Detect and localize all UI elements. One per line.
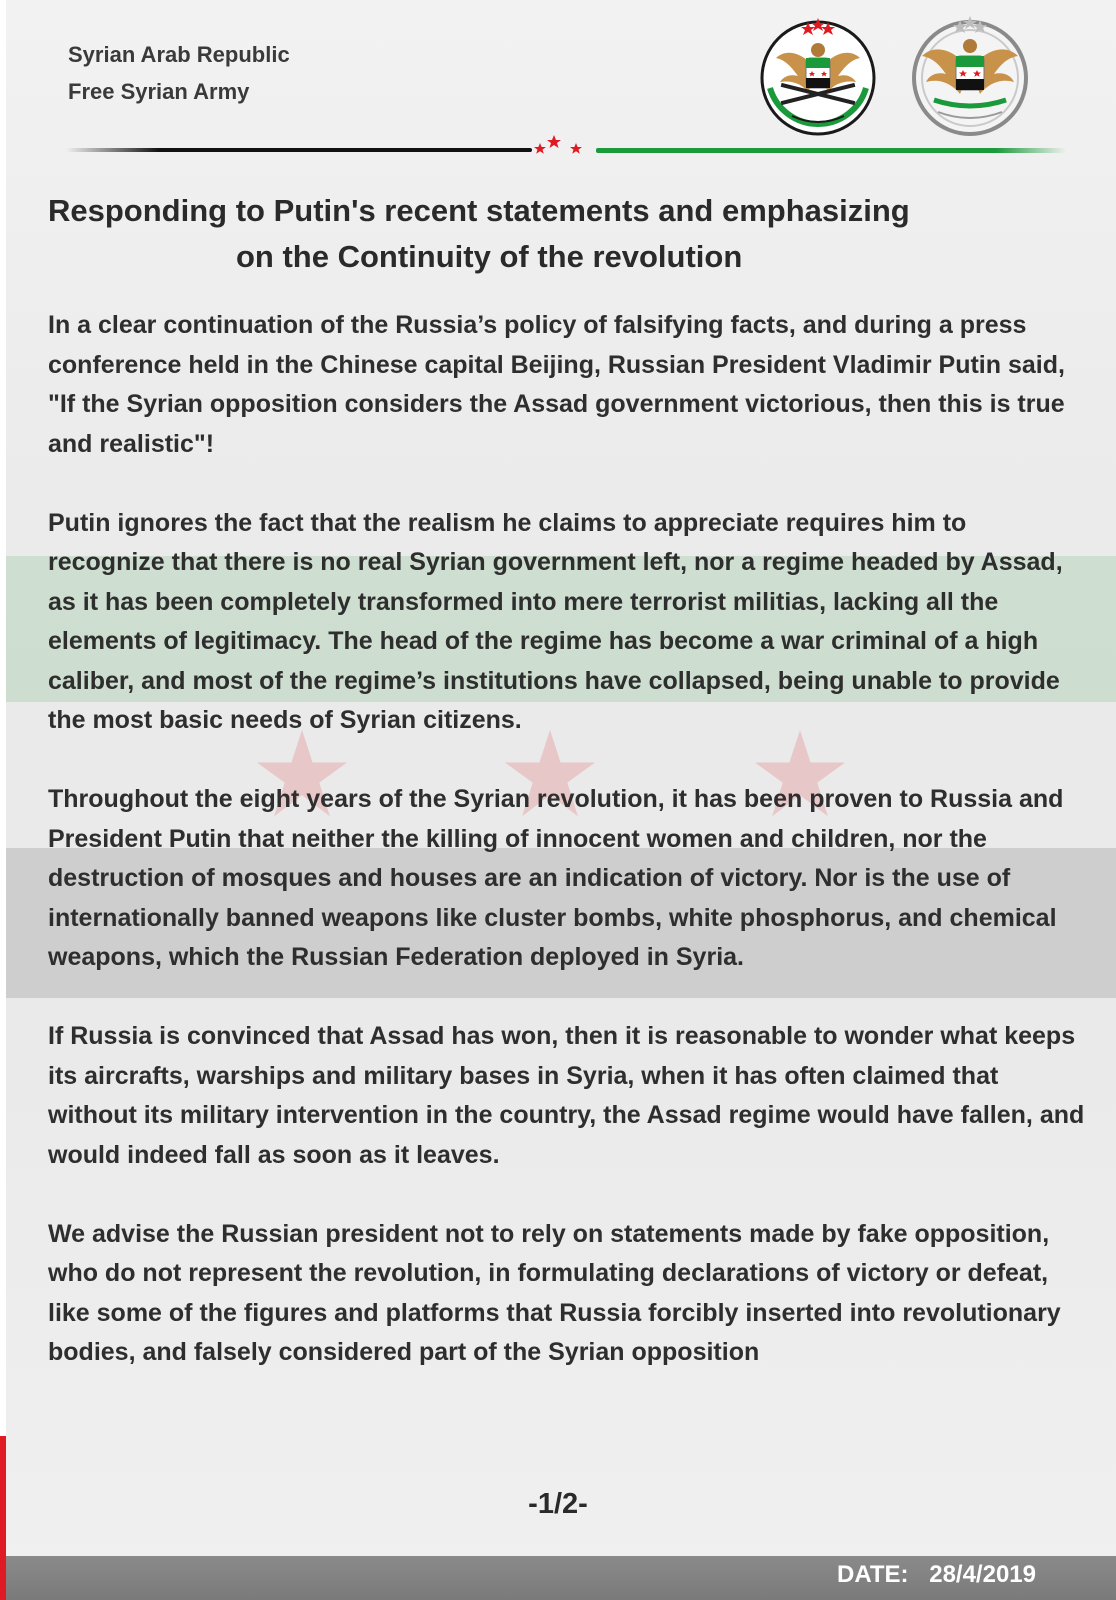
header-country: Syrian Arab Republic: [68, 42, 290, 67]
paragraph: We advise the Russian president not to rely on statements made by fake opposition, who do not represent the revolution, in formulating declarations of victory or defeat, like some of the figures and platforms that Russia forcibly inserted into revolutionary bodies, and falsely considered part of the Syrian opposition: [48, 1219, 1061, 1366]
date-value: 28/4/2019: [929, 1561, 1036, 1588]
paragraph: Throughout the eight years of the Syrian revolution, it has been proven to Russia and President Putin that neither the killing of innocent women and children, nor the destruction of mosques and houses are an indication of victory. Nor is the use of internationally banned weapons like cluster bombs, white phosphorus, and chemical weapons, which the Russian Federation deployed in Syria.: [48, 785, 1064, 971]
statement-title: [48, 188, 1068, 280]
divider-green-line: [596, 148, 1066, 153]
header-organization: [68, 36, 290, 110]
national-front-emblem-icon: [756, 12, 880, 136]
statement-body: [48, 306, 1088, 1412]
divider-black-line: [66, 148, 532, 152]
title-line-2: on the Continuity of the revolution: [236, 239, 743, 274]
footer-date: [837, 1561, 1036, 1589]
divider-stars-icon: [532, 134, 594, 158]
paragraph: In a clear continuation of the Russia’s policy of falsifying facts, and during a press conference held in the Chinese capital Beijing, Russian President Vladimir Putin said, "If the Syrian opposition considers the Assad government victorious, then this is true and realistic"!: [48, 311, 1065, 458]
left-edge-strip: [0, 0, 6, 1436]
paragraph: Putin ignores the fact that the realism he claims to appreciate requires him to recognize that there is no real Syrian government left, nor a regime headed by Assad, as it has been completely transformed into mere terrorist militias, lacking all the elements of legitimacy. The head of the regime has become a war criminal of a high caliber, and most of the regime’s institutions have collapsed, being unable to provide the most basic needs of Syrian citizens.: [48, 508, 1063, 734]
header-army: Free Syrian Army: [68, 79, 250, 104]
page-number: -1/2-: [528, 1488, 588, 1520]
paragraph: If Russia is convinced that Assad has won, then it is reasonable to wonder what keeps its aircrafts, warships and military bases in Syria, when it has often claimed that without its military intervention in the country, the Assad regime would have fallen, and would indeed fall as soon as it leaves.: [48, 1022, 1085, 1169]
date-label: DATE:: [837, 1561, 909, 1588]
title-line-1: Responding to Putin's recent statements and emphasizing: [48, 193, 910, 228]
free-syrian-army-emblem-icon: [908, 12, 1032, 136]
